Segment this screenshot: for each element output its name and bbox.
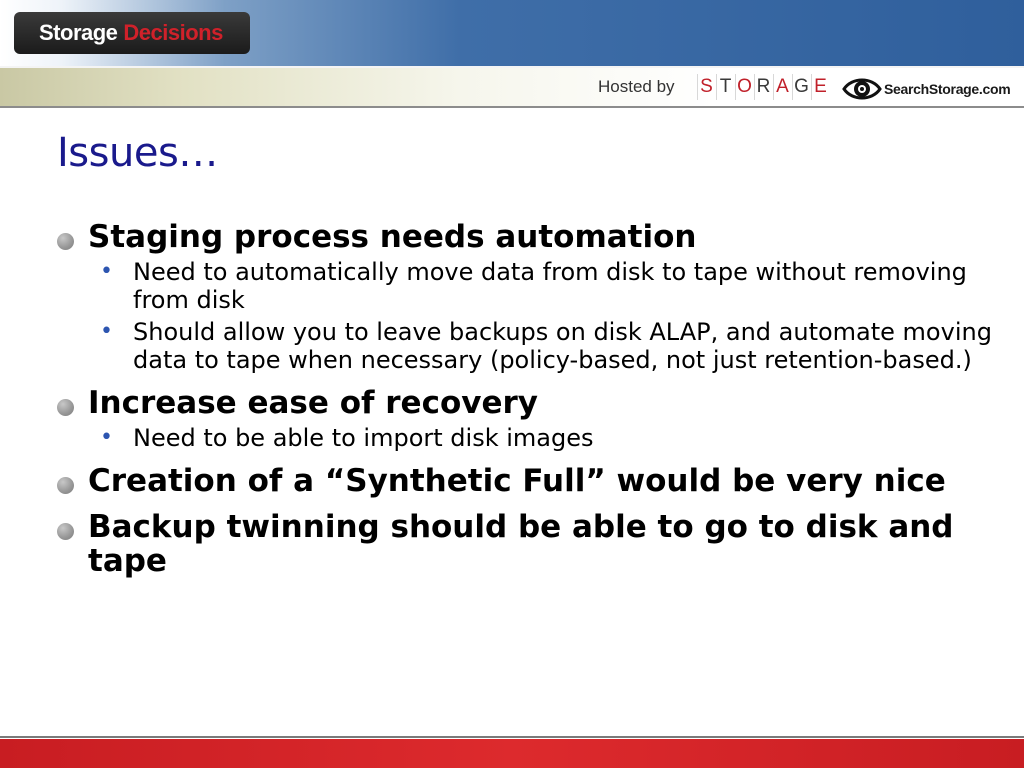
- sponsor-bar: [0, 66, 1024, 108]
- storage-letter: T: [716, 74, 734, 100]
- bullet-item: [56, 510, 996, 578]
- storage-letter: A: [773, 74, 791, 100]
- bullet-item: [56, 386, 996, 452]
- footer-bar: [0, 739, 1024, 768]
- storage-decisions-logo: [14, 12, 250, 54]
- footer-divider: [0, 736, 1024, 738]
- bullet-dot-icon: [57, 523, 74, 540]
- searchstorage-text: SearchStorage.com: [884, 81, 1011, 97]
- sub-bullet-list: [88, 424, 996, 452]
- logo-word-storage: Storage: [39, 20, 118, 45]
- sub-bullet-item: [88, 424, 996, 452]
- sub-bullet-dot-icon: •: [100, 425, 113, 450]
- sub-bullet-item: [88, 318, 996, 374]
- storage-letter: G: [792, 74, 810, 100]
- storage-letter: E: [811, 74, 829, 100]
- sub-bullet-text: Need to be able to import disk images: [133, 424, 594, 452]
- slide-title: Issues…: [57, 130, 218, 176]
- searchstorage-logo: [842, 74, 1010, 104]
- sub-bullet-text: Need to automatically move data from disk to tape without removing from disk: [133, 258, 967, 314]
- sub-bullet-dot-icon: •: [100, 259, 113, 284]
- bullet-dot-icon: [57, 399, 74, 416]
- logo-word-decisions: Decisions: [123, 20, 223, 45]
- eye-icon: [842, 75, 882, 103]
- bullet-dot-icon: [57, 477, 74, 494]
- sub-bullet-text: Should allow you to leave backups on disk ALAP, and automate moving data to tape when necessary (policy-based, not just retention-based.): [133, 318, 992, 374]
- bullet-dot-icon: [57, 233, 74, 250]
- bullet-text: Creation of a “Synthetic Full” would be very nice: [88, 463, 946, 499]
- sub-bullet-list: [88, 258, 996, 374]
- hosted-by-label: Hosted by: [598, 77, 675, 96]
- storage-magazine-logo: [697, 74, 830, 100]
- bullet-text: Backup twinning should be able to go to disk and tape: [88, 509, 954, 579]
- storage-letter: R: [754, 74, 772, 100]
- header-bar: [0, 0, 1024, 66]
- sub-bullet-item: [88, 258, 996, 314]
- bullet-list: [56, 220, 996, 578]
- bullet-item: [56, 464, 996, 498]
- storage-letter: O: [735, 74, 753, 100]
- bullet-text: Staging process needs automation: [88, 219, 697, 255]
- bullet-item: [56, 220, 996, 374]
- bullet-text: Increase ease of recovery: [88, 385, 538, 421]
- sub-bullet-dot-icon: •: [100, 319, 113, 344]
- storage-letter: S: [697, 74, 715, 100]
